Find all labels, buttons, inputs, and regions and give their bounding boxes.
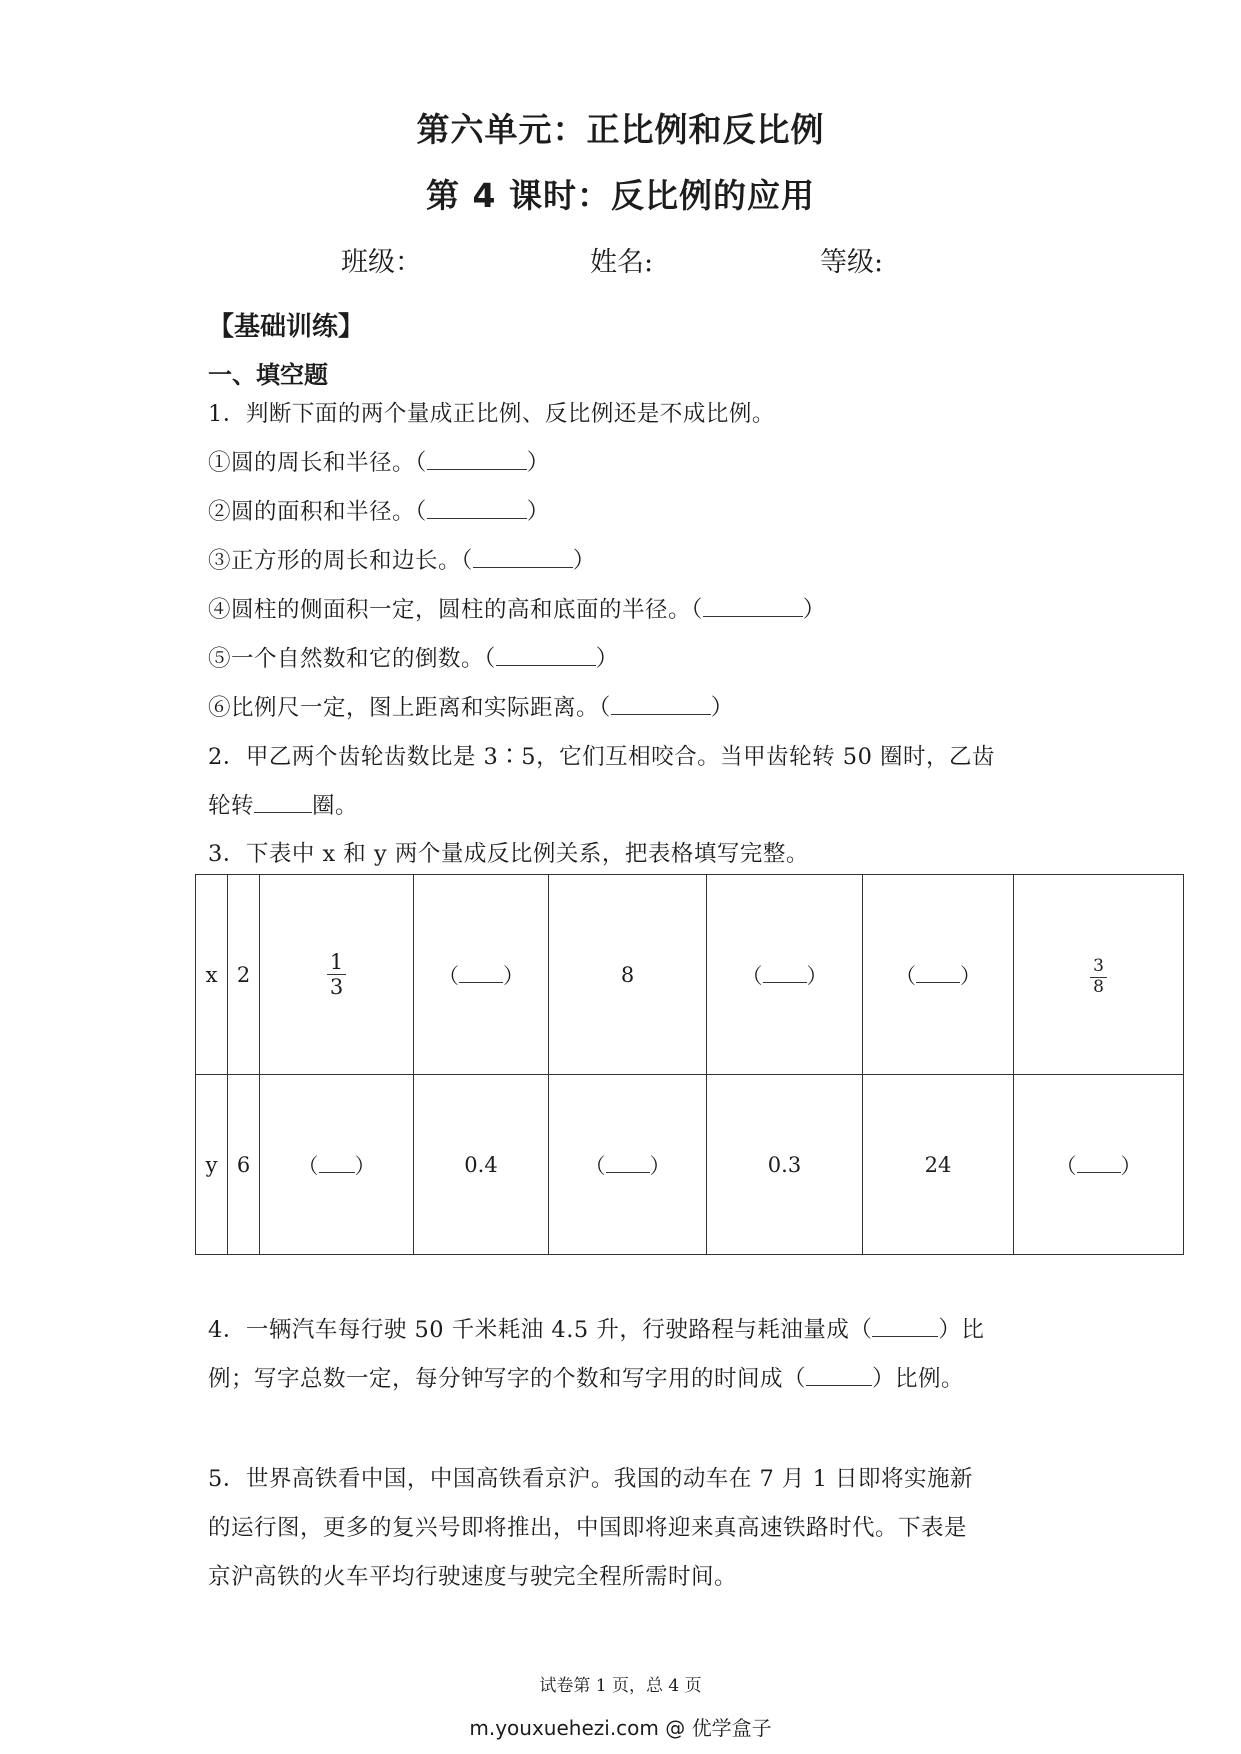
paren-close: ） (526, 499, 550, 525)
cell-x-5[interactable] (707, 875, 863, 1075)
answer-blank[interactable] (611, 694, 711, 715)
paren-close: ） (572, 548, 596, 574)
grade-label: 等级: (820, 247, 884, 278)
paren-close: ） (802, 597, 826, 623)
fraction-three-eighths (1090, 957, 1107, 997)
q1-item-2 (208, 494, 550, 526)
cell-y-6: 24 (863, 1075, 1014, 1255)
q3-stem: 3．下表中 x 和 y 两个量成反比例关系，把表格填写完整。 (208, 841, 809, 867)
paren-close: ） (649, 1153, 671, 1178)
q4-line-2-a: 例；写字总数一定，每分钟写字的个数和写字用的时间成（ (208, 1366, 807, 1392)
q2-line-2 (208, 788, 358, 820)
paren-close: ） (354, 1153, 376, 1178)
answer-blank[interactable] (473, 547, 573, 568)
q1-item-4 (208, 592, 826, 624)
fraction-one-third (327, 950, 346, 999)
answer-blank[interactable] (254, 792, 312, 813)
q5-line-3: 京沪高铁的火车平均行驶速度与驶完全程所需时间。 (208, 1564, 738, 1590)
page-title: 第六单元：正比例和反比例 (416, 110, 825, 149)
cell-y-1: 6 (228, 1075, 260, 1255)
cell-y-7[interactable] (1014, 1075, 1184, 1255)
inverse-proportion-table (195, 874, 1184, 1255)
table-row-y (196, 1075, 1184, 1255)
fraction-numerator: 3 (1090, 957, 1107, 978)
cell-y-3: 0.4 (414, 1075, 549, 1255)
q4-line-1-a: 4．一辆汽车每行驶 50 千米耗油 4.5 升，行驶路程与耗油量成（ (208, 1317, 873, 1343)
answer-blank[interactable] (872, 1316, 938, 1337)
cell-x-7 (1014, 875, 1184, 1075)
cell-x-1: 2 (228, 875, 260, 1075)
page-subtitle: 第 4 课时：反比例的应用 (426, 176, 815, 215)
cell-x-2 (260, 875, 414, 1075)
fraction-denominator: 3 (329, 975, 344, 999)
paren-close: ） (1120, 1153, 1142, 1178)
answer-blank[interactable] (763, 962, 807, 983)
fraction-numerator: 1 (327, 950, 346, 975)
section-training: 【基础训练】 (208, 312, 365, 342)
paren-open: （ (1055, 1153, 1077, 1178)
paren-close: ） (806, 963, 828, 988)
q1-item-1 (208, 445, 550, 477)
q1-item-3 (208, 543, 596, 575)
row-label-x: x (196, 875, 228, 1075)
cell-y-4[interactable] (549, 1075, 707, 1255)
paren-open: （ (895, 963, 916, 988)
q2-line-2-a: 轮转 (208, 793, 255, 819)
answer-blank[interactable] (606, 1152, 650, 1173)
q1-stem: 1．判断下面的两个量成正比例、反比例还是不成比例。 (208, 401, 775, 427)
q4-line-1 (208, 1312, 984, 1344)
section-fill-blank: 一、填空题 (208, 361, 328, 389)
q1-item-2-text: ②圆的面积和半径。（ (208, 499, 427, 525)
paren-open: （ (584, 1153, 606, 1178)
paren-open: （ (297, 1153, 319, 1178)
table-row-x (196, 875, 1184, 1075)
name-label: 姓名: (590, 247, 654, 278)
answer-blank[interactable] (427, 449, 527, 470)
paren-close: ） (503, 963, 524, 988)
paren-close: ） (595, 646, 619, 672)
answer-blank[interactable] (427, 498, 527, 519)
q1-item-3-text: ③正方形的周长和边长。（ (208, 548, 473, 574)
q1-item-5-text: ⑤一个自然数和它的倒数。（ (208, 646, 496, 672)
row-label-y: y (196, 1075, 228, 1255)
page-footer: 试卷第 1 页，总 4 页 (539, 1676, 702, 1696)
answer-blank[interactable] (496, 645, 596, 666)
site-watermark[interactable]: m.youxuehezi.com @ 优学盒子 (469, 1716, 772, 1740)
paren-close: ） (960, 963, 981, 988)
q5-line-1: 5．世界高铁看中国，中国高铁看京沪。我国的动车在 7 月 1 日即将实施新 (208, 1466, 974, 1492)
q1-item-5 (208, 641, 619, 673)
answer-blank[interactable] (806, 1365, 872, 1386)
cell-y-2[interactable] (260, 1075, 414, 1255)
paren-open: （ (741, 963, 763, 988)
cell-y-5: 0.3 (707, 1075, 863, 1255)
q2-line-1: 2．甲乙两个齿轮齿数比是 3∶5，它们互相咬合。当甲齿轮转 50 圈时，乙齿 (208, 744, 996, 770)
q4-line-2-b: ）比例。 (872, 1366, 965, 1392)
fraction-denominator: 8 (1093, 976, 1104, 997)
cell-x-6[interactable] (863, 875, 1014, 1075)
paren-close: ） (710, 695, 734, 721)
paren-close: ） (526, 450, 550, 476)
cell-x-4: 8 (549, 875, 707, 1075)
q4-line-2 (208, 1361, 964, 1393)
answer-blank[interactable] (916, 962, 960, 983)
q1-item-6-text: ⑥比例尺一定，图上距离和实际距离。（ (208, 695, 611, 721)
q1-item-4-text: ④圆柱的侧面积一定，圆柱的高和底面的半径。（ (208, 597, 703, 623)
answer-blank[interactable] (703, 596, 803, 617)
answer-blank[interactable] (459, 962, 503, 983)
q5-line-2: 的运行图，更多的复兴号即将推出，中国即将迎来真高速铁路时代。下表是 (208, 1515, 968, 1541)
cell-x-3[interactable] (414, 875, 549, 1075)
q2-line-2-b: 圈。 (312, 793, 359, 819)
q4-line-1-b: ）比 (938, 1317, 985, 1343)
answer-blank[interactable] (319, 1152, 355, 1173)
q1-item-6 (208, 690, 734, 722)
q1-item-1-text: ①圆的周长和半径。（ (208, 450, 427, 476)
class-label: 班级： (341, 247, 422, 278)
answer-blank[interactable] (1077, 1152, 1121, 1173)
paren-open: （ (438, 963, 459, 988)
